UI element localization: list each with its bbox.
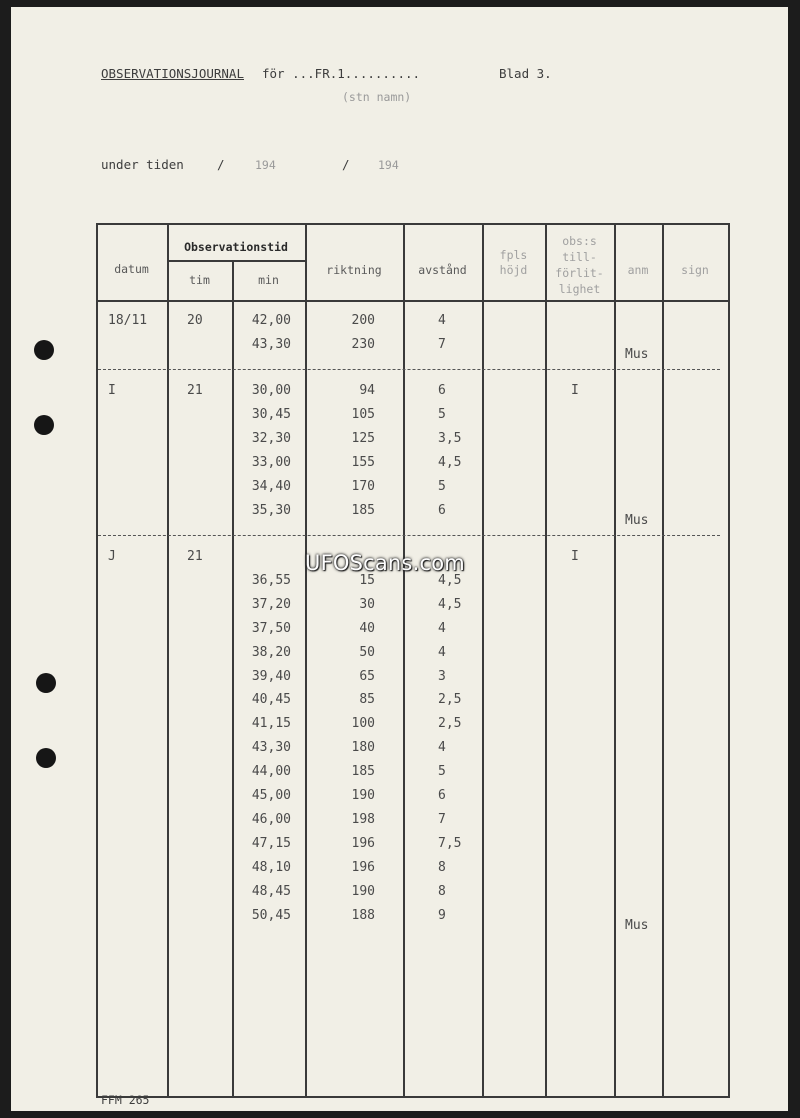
minute-cell: 43,30 — [251, 740, 291, 756]
hour-cell: 20 — [187, 313, 203, 328]
table-border — [96, 1096, 730, 1098]
header-anm: anm — [627, 263, 649, 277]
distance-cell: 5 — [438, 478, 446, 494]
distance-cell: 7 — [438, 336, 446, 352]
column-line — [305, 223, 307, 1098]
minute-cell: 30,45 — [251, 406, 291, 422]
column-line — [614, 223, 616, 1098]
reliability-cell: I — [571, 383, 579, 398]
minute-cell: 41,15 — [251, 716, 291, 732]
journal-title: OBSERVATIONSJOURNAL — [101, 66, 244, 81]
minute-cell: 32,30 — [251, 430, 291, 446]
direction-cell: 94 — [359, 383, 375, 398]
distance-cell: 4 — [438, 313, 446, 328]
minute-cell: 47,15 — [251, 835, 291, 851]
distance-cell: 7 — [438, 811, 446, 827]
watermark: UFOScans.com — [305, 551, 465, 575]
direction-cell: 30 — [359, 596, 375, 612]
date-cell: J — [108, 549, 116, 564]
header-divider — [96, 300, 730, 302]
minute-cell: 48,10 — [251, 859, 291, 875]
punch-hole — [36, 673, 56, 693]
direction-cell: 50 — [359, 644, 375, 660]
hour-cell: 21 — [187, 549, 203, 564]
distance-cell: 4 — [438, 620, 446, 636]
distance-cell: 9 — [438, 907, 446, 923]
direction-cell: 200 — [351, 313, 375, 328]
distance-cell: 4,5 — [438, 572, 462, 588]
table-border — [96, 223, 730, 225]
station-hint: (stn namn) — [342, 90, 412, 104]
header-fpls: fpls — [499, 248, 528, 262]
distance-cell: 3 — [438, 668, 446, 684]
distance-cell: 3,5 — [438, 430, 462, 446]
direction-cell: 190 — [351, 788, 375, 803]
date-cell: I — [108, 383, 116, 398]
period-slash: / — [342, 157, 350, 172]
distance-cell: 2,5 — [438, 692, 462, 708]
minute-cell: 40,45 — [251, 692, 291, 708]
minute-cell: 46,00 — [251, 811, 291, 827]
minute-cell: 42,00 — [251, 313, 291, 328]
direction-cell: 40 — [359, 620, 375, 636]
header-sign: sign — [681, 263, 709, 277]
distance-cell: 4,5 — [438, 454, 462, 470]
remark-cell: Mus — [625, 917, 649, 933]
remark-cell: Mus — [625, 512, 649, 528]
header-min: min — [258, 273, 279, 287]
distance-cell: 7,5 — [438, 835, 462, 851]
minute-cell: 48,45 — [251, 883, 291, 899]
distance-cell: 6 — [438, 788, 446, 803]
distance-cell: 8 — [438, 883, 446, 899]
period-slash: / — [217, 157, 225, 172]
minute-cell: 37,20 — [251, 596, 291, 612]
header-divider — [167, 260, 305, 262]
header-hojd: höjd — [499, 263, 528, 277]
column-line — [482, 223, 484, 1098]
period-year: 194 — [255, 158, 276, 172]
direction-cell: 196 — [351, 859, 375, 875]
minute-cell: 39,40 — [251, 668, 291, 684]
direction-cell: 125 — [351, 430, 375, 446]
minute-cell: 37,50 — [251, 620, 291, 636]
header-observationstid: Observationstid — [184, 240, 288, 254]
direction-cell: 100 — [351, 716, 375, 732]
direction-cell: 105 — [351, 406, 375, 422]
group-separator — [98, 369, 720, 370]
header-tim: tim — [189, 273, 210, 287]
distance-cell: 4,5 — [438, 596, 462, 612]
header-datum: datum — [114, 262, 149, 276]
distance-cell: 6 — [438, 383, 446, 398]
minute-cell: 34,40 — [251, 478, 291, 494]
direction-cell: 185 — [351, 502, 375, 518]
header-obs: till- — [562, 250, 597, 264]
direction-cell: 196 — [351, 835, 375, 851]
distance-cell: 6 — [438, 502, 446, 518]
distance-cell: 5 — [438, 764, 446, 780]
direction-cell: 155 — [351, 454, 375, 470]
column-line — [96, 223, 98, 1098]
direction-cell: 185 — [351, 764, 375, 780]
distance-cell: 2,5 — [438, 716, 462, 732]
direction-cell: 15 — [359, 572, 375, 588]
minute-cell: 35,30 — [251, 502, 291, 518]
column-line — [545, 223, 547, 1098]
station-field: för ...FR.1.......... — [262, 66, 421, 81]
period-year: 194 — [378, 158, 399, 172]
minute-cell: 33,00 — [251, 454, 291, 470]
reliability-cell: I — [571, 549, 579, 564]
header-obs: lighet — [558, 282, 601, 296]
distance-cell: 4 — [438, 644, 446, 660]
page-number: Blad 3. — [499, 66, 552, 81]
distance-cell: 4 — [438, 740, 446, 756]
direction-cell: 188 — [351, 907, 375, 923]
direction-cell: 180 — [351, 740, 375, 756]
direction-cell: 85 — [359, 692, 375, 708]
direction-cell: 65 — [359, 668, 375, 684]
minute-cell: 43,30 — [251, 336, 291, 352]
group-separator — [98, 535, 720, 536]
minute-cell: 44,00 — [251, 764, 291, 780]
punch-hole — [34, 415, 54, 435]
direction-cell: 190 — [351, 883, 375, 899]
column-line — [167, 223, 169, 1098]
punch-hole — [34, 340, 54, 360]
date-cell: 18/11 — [108, 313, 148, 328]
header-obs: förlit- — [555, 266, 604, 280]
column-line — [403, 223, 405, 1098]
direction-cell: 198 — [351, 811, 375, 827]
minute-cell: 30,00 — [251, 383, 291, 398]
form-number: FFM 265 — [101, 1093, 150, 1107]
minute-cell: 45,00 — [251, 788, 291, 803]
header-avstand: avstånd — [418, 263, 467, 277]
remark-cell: Mus — [625, 346, 649, 362]
direction-cell: 170 — [351, 478, 375, 494]
minute-cell: 50,45 — [251, 907, 291, 923]
column-line — [728, 223, 730, 1098]
header-riktning: riktning — [326, 263, 382, 277]
minute-cell: 38,20 — [251, 644, 291, 660]
distance-cell: 5 — [438, 406, 446, 422]
distance-cell: 8 — [438, 859, 446, 875]
period-label: under tiden — [101, 157, 184, 172]
column-line — [662, 223, 664, 1098]
direction-cell: 230 — [351, 336, 375, 352]
hour-cell: 21 — [187, 383, 203, 398]
punch-hole — [36, 748, 56, 768]
minute-cell: 36,55 — [251, 572, 291, 588]
header-obs: obs:s — [562, 234, 597, 248]
